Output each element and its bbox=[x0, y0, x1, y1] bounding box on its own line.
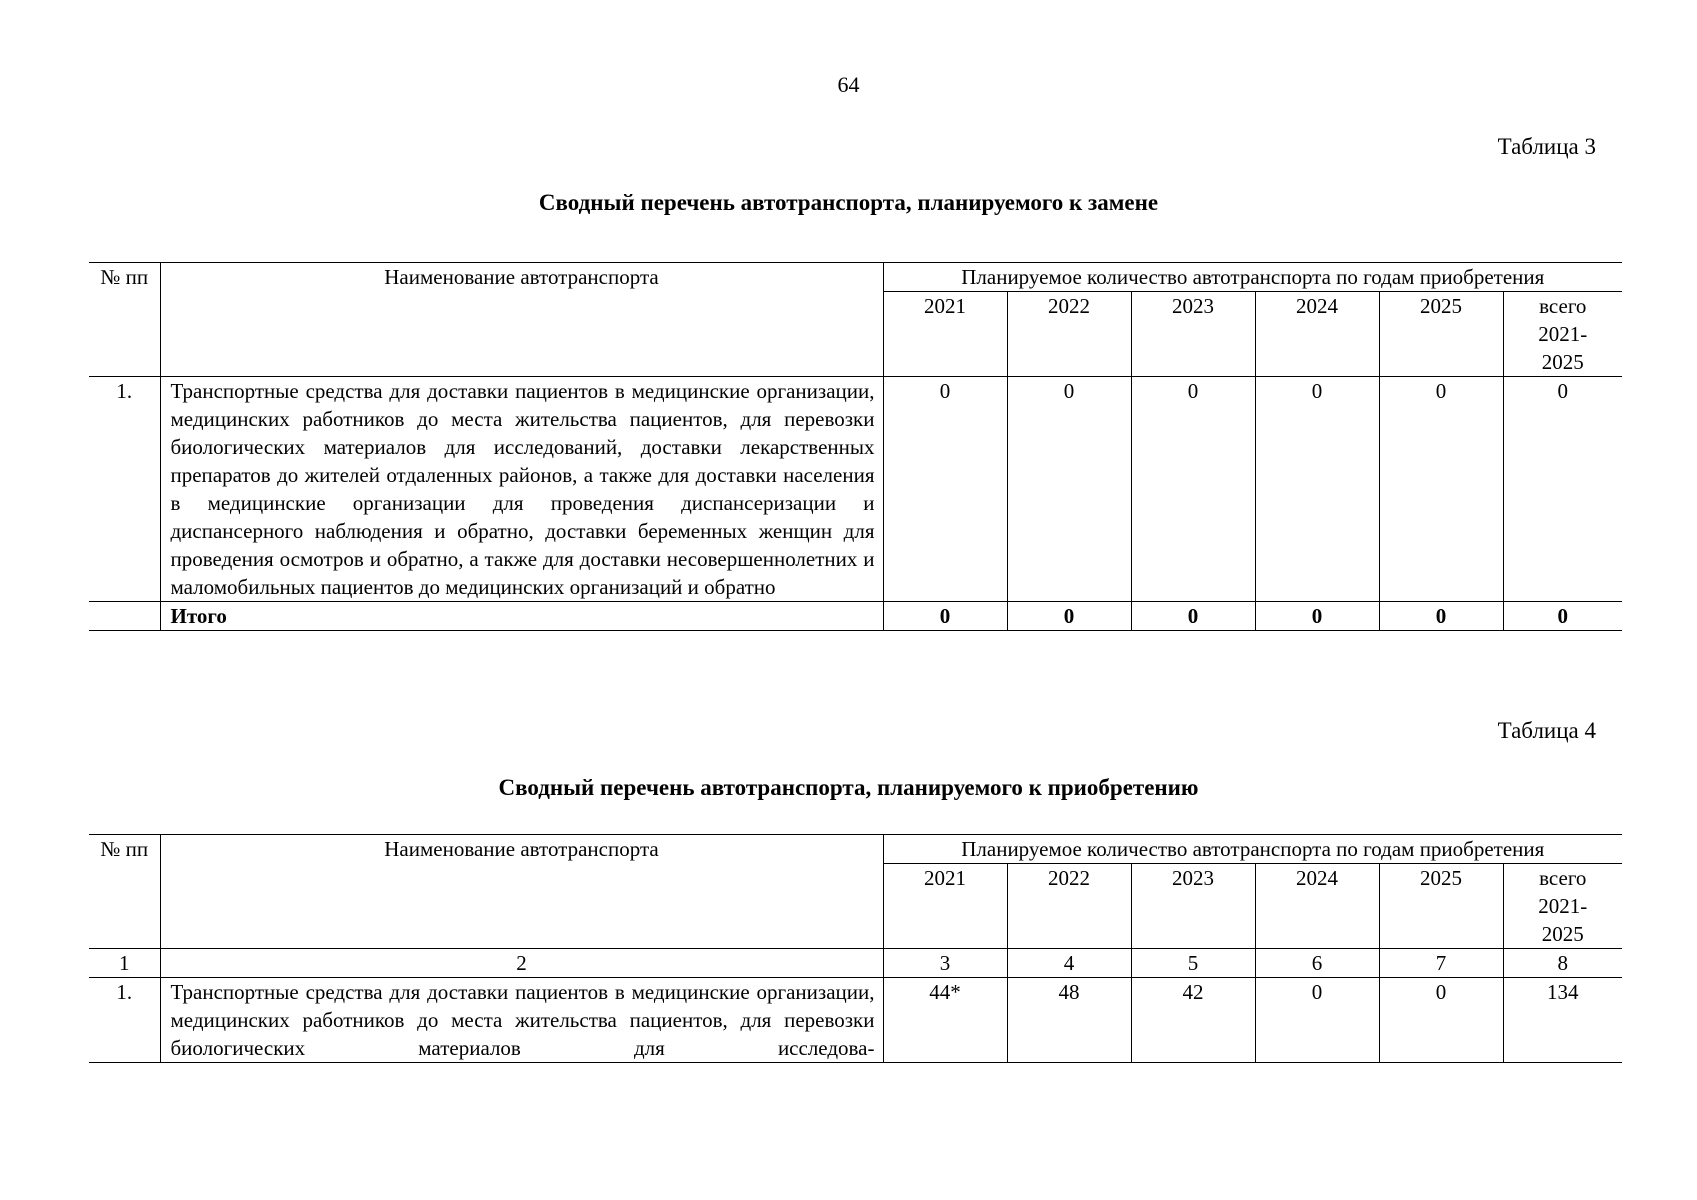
header-year: 2021 bbox=[883, 292, 1007, 377]
table-4 bbox=[89, 834, 1622, 1063]
row-value: 0 bbox=[883, 377, 1007, 602]
column-number: 2 bbox=[160, 949, 883, 978]
header-year: 2023 bbox=[1131, 864, 1255, 949]
header-planned: Планируемое количество автотранспорта по годам приобретения bbox=[883, 835, 1622, 864]
header-year: 2024 bbox=[1255, 864, 1379, 949]
total-num bbox=[89, 602, 160, 631]
table-4-label: Таблица 4 bbox=[1497, 718, 1596, 743]
page-number: 64 bbox=[837, 72, 860, 97]
total-value: 0 bbox=[1131, 602, 1255, 631]
row-value: 0 bbox=[1379, 978, 1503, 1063]
row-value: 0 bbox=[1255, 978, 1379, 1063]
table-4-header-row bbox=[89, 835, 1622, 864]
header-year: 2021 bbox=[883, 864, 1007, 949]
header-planned: Планируемое количество автотранспорта по годам приобретения bbox=[883, 263, 1622, 292]
total-value: 0 bbox=[1503, 602, 1622, 631]
row-value: 0 bbox=[1255, 377, 1379, 602]
row-value: 48 bbox=[1007, 978, 1131, 1063]
column-number: 5 bbox=[1131, 949, 1255, 978]
header-year: 2025 bbox=[1379, 864, 1503, 949]
row-num: 1. bbox=[89, 377, 160, 602]
row-value: 44* bbox=[883, 978, 1007, 1063]
table-3-label: Таблица 3 bbox=[1497, 134, 1596, 159]
column-number: 4 bbox=[1007, 949, 1131, 978]
row-num: 1. bbox=[89, 978, 160, 1063]
table-row bbox=[89, 377, 1622, 602]
total-row bbox=[89, 602, 1622, 631]
row-value: 0 bbox=[1503, 377, 1622, 602]
row-name: Транспортные средства для доставки пациентов в медицинские организации, медицинских работников до места жительства пациентов, для перевозки биологических материалов для исследова- bbox=[160, 978, 883, 1063]
header-year: 2022 bbox=[1007, 864, 1131, 949]
column-number: 7 bbox=[1379, 949, 1503, 978]
table-3 bbox=[89, 262, 1622, 631]
table-3-title: Сводный перечень автотранспорта, планируемого к замене bbox=[538, 190, 1159, 215]
total-value: 0 bbox=[883, 602, 1007, 631]
row-value: 134 bbox=[1503, 978, 1622, 1063]
header-name: Наименование автотранспорта bbox=[160, 835, 883, 949]
row-name: Транспортные средства для доставки пациентов в медицинские организации, медицинских работников до места жительства пациентов, для перевозки биологических материалов для исследований, доставки лекарственных препаратов до жителей отдаленных районов, а также для доставки населения в медицинские организации для проведения диспансеризации и диспансерного наблюдения и обратно, доставки беременных женщин для проведения осмотров и обратно, а также для доставки несовершеннолетних и маломобильных пациентов до медицинских организаций и обратно bbox=[160, 377, 883, 602]
header-total-years: всего 2021-2025 bbox=[1503, 292, 1622, 377]
header-year: 2024 bbox=[1255, 292, 1379, 377]
table-row bbox=[89, 978, 1622, 1063]
total-value: 0 bbox=[1379, 602, 1503, 631]
row-value: 0 bbox=[1007, 377, 1131, 602]
total-value: 0 bbox=[1255, 602, 1379, 631]
total-value: 0 bbox=[1007, 602, 1131, 631]
column-number: 6 bbox=[1255, 949, 1379, 978]
table-4-title: Сводный перечень автотранспорта, планируемого к приобретению bbox=[498, 775, 1199, 800]
row-value: 42 bbox=[1131, 978, 1255, 1063]
header-num: № пп bbox=[89, 835, 160, 949]
column-numbers-row bbox=[89, 949, 1622, 978]
column-number: 1 bbox=[89, 949, 160, 978]
header-total-years: всего 2021-2025 bbox=[1503, 864, 1622, 949]
column-number: 3 bbox=[883, 949, 1007, 978]
total-label: Итого bbox=[160, 602, 883, 631]
header-year: 2022 bbox=[1007, 292, 1131, 377]
table-3-header-row bbox=[89, 263, 1622, 292]
row-value: 0 bbox=[1131, 377, 1255, 602]
row-value: 0 bbox=[1379, 377, 1503, 602]
header-year: 2025 bbox=[1379, 292, 1503, 377]
header-year: 2023 bbox=[1131, 292, 1255, 377]
header-num: № пп bbox=[89, 263, 160, 377]
column-number: 8 bbox=[1503, 949, 1622, 978]
header-name: Наименование автотранспорта bbox=[160, 263, 883, 377]
